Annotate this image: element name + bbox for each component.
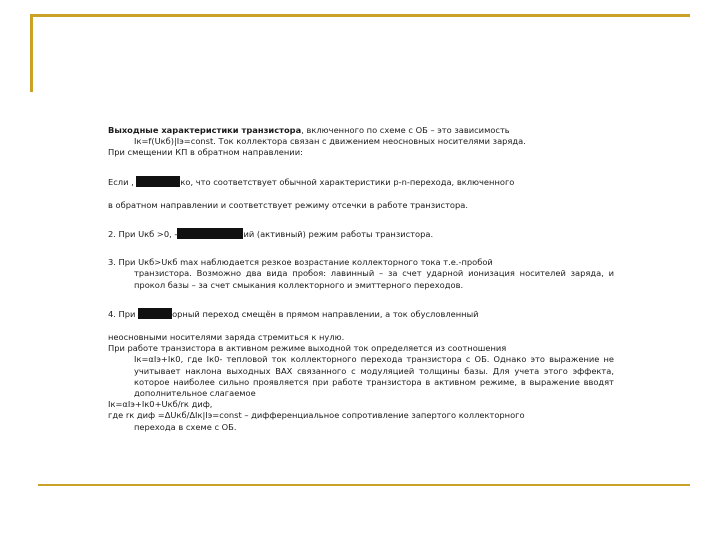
item-4-continuation: неосновными носителями заряда стремиться к нулю. <box>108 332 345 343</box>
item-2 <box>108 228 614 240</box>
paragraph-definition <box>108 125 614 136</box>
redaction-box <box>138 308 172 319</box>
item-1-continuation: в обратном направлении и соответствует режиму отсечки в работе транзистора. <box>108 199 468 210</box>
definition-text: , включенного по схеме с ОБ – это зависимость <box>301 125 510 135</box>
item-1-prefix: Если , <box>108 176 134 187</box>
redaction-box <box>177 228 243 239</box>
redaction-box <box>136 176 180 187</box>
slide-text <box>108 125 614 433</box>
frame-bottom-line <box>38 484 690 486</box>
item-4-prefix: 4. При <box>108 308 136 319</box>
item-3: 3. При Uкб>Uкб max наблюдается резкое возрастание коллекторного тока т.е.-пробой <box>108 257 493 268</box>
differential-resistance-definition: где rк диф =ΔUкб/ΔIк|Iэ=const – дифференциальное сопротивление запертого коллекторного <box>108 410 525 421</box>
definition-term: Выходные характеристики транзистора <box>108 125 302 135</box>
item-1-suffix: ко, что соответствует обычной характеристики p-n-перехода, включенного <box>180 176 515 187</box>
active-mode-continuation: Iк=αIэ+Iк0, где Iк0- тепловой ток коллекторного перехода транзистора с ОБ. Однако это выражение не учитывает наклона выходных ВАХ связанного с модуляцией толщины базы. Для учета этого эффекта, которое наиболее сильно проявляется при работе транзистора в активном режиме, в выражение вводят дополнительное слагаемое <box>134 354 614 399</box>
item-2-suffix: ий (активный) режим работы транзистора. <box>243 229 434 240</box>
frame-vertical-line <box>30 14 33 92</box>
item-2-prefix: 2. При Uкб >0, - <box>108 229 178 240</box>
reverse-bias-intro: При смещении КП в обратном направлении: <box>108 147 303 158</box>
item-3-continuation: транзистора. Возможно два вида пробоя: лавинный – за счет ударной ионизация носителей заряда, и прокол базы – за счет смыкания коллекторного и эмиттерного переходов. <box>134 268 614 290</box>
differential-resistance-continuation: перехода в схеме с ОБ. <box>134 421 237 432</box>
item-4-suffix: орный переход смещён в прямом направлении, а ток обусловленный <box>172 308 479 319</box>
item-4 <box>108 308 614 320</box>
item-1 <box>108 176 614 188</box>
definition-formula: Iк=f(Uкб)|Iэ=const. Ток коллектора связан с движением неосновных носителями заряда. <box>134 136 526 147</box>
collector-current-formula: Iк=αIэ+Iк0+Uкб/rк диф, <box>108 399 213 410</box>
frame-top-line <box>30 14 690 17</box>
active-mode-paragraph: При работе транзистора в активном режиме выходной ток определяется из соотношения <box>108 343 507 354</box>
